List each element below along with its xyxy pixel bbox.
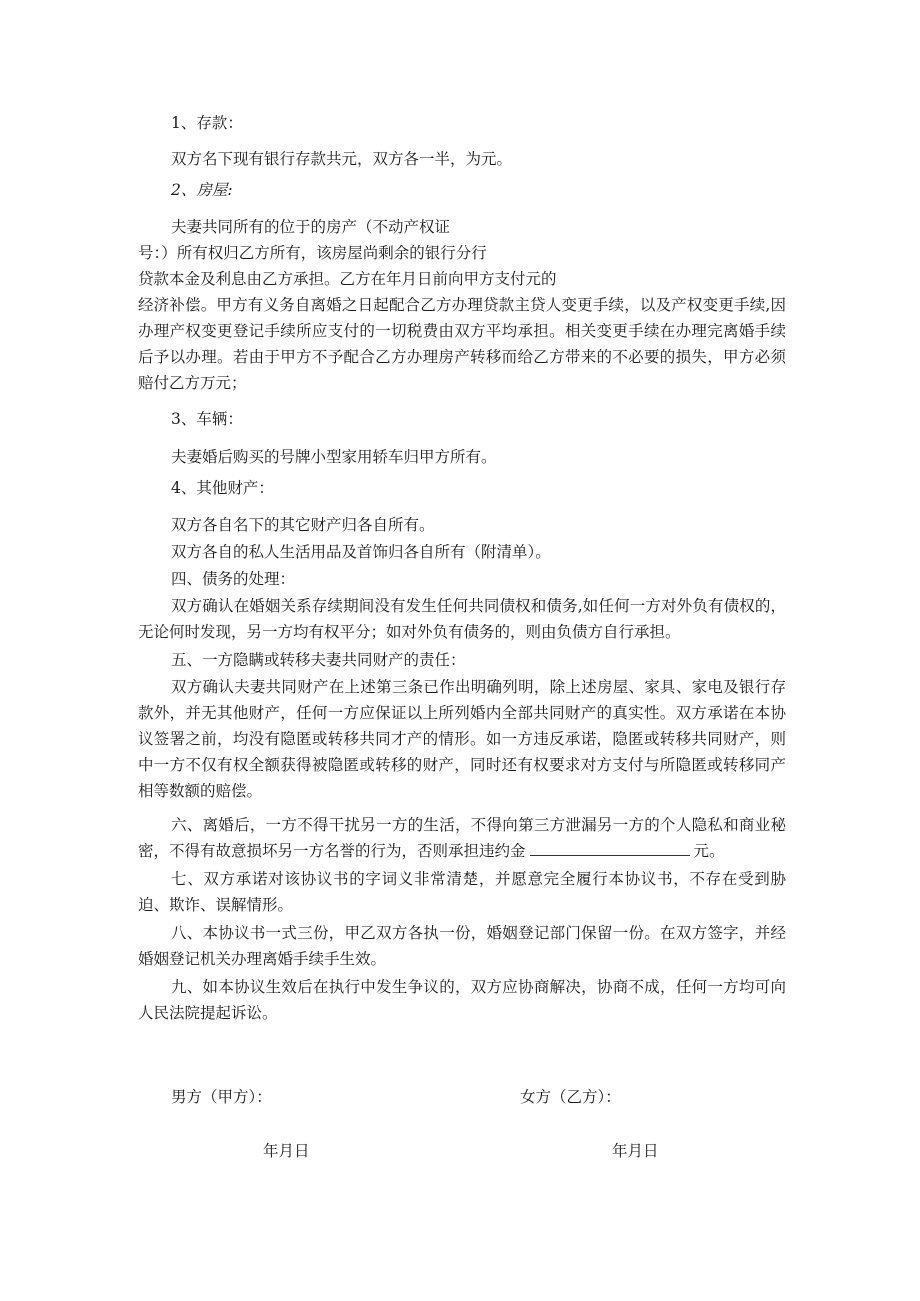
car-heading: 3、车辆： (171, 410, 243, 428)
house-line-3: 贷款本金及利息由乙方承担。乙方在年月日前向甲方支付元的 (138, 270, 557, 288)
section-nine-paragraph: 九、如本协议生效后在执行中发生争议的，双方应协商解决，协商不成，任何一方均可向人民法院提起诉讼。 (138, 978, 786, 1022)
female-party-label: 女方（乙方）： (520, 1088, 621, 1106)
concealment-paragraph: 双方确认夫妻共同财产在上述第三条已作出明确列明，除上述房屋、家具、家电及银行存款外，并无其他财产，任何一方应保证以上所列婚内全部共同财产的真实性。双方承诺在本协议签署之前，均没有隐匿或转移共同才产的情形。如一方违反承诺，隐匿或转移共同财产，则中一方不仅有权全额获得被隐匿或转移的财产，同时还有权要求对方支付与所隐匿或转移同产相等数额的赔偿。 (138, 678, 786, 800)
other-text-2: 双方各自的私人生活用品及首饰归各自所有（附清单）。 (171, 543, 551, 561)
section-eight-paragraph: 八、本协议书一式三份，甲乙双方各执一份，婚姻登记部门保留一份。在双方签字，并经婚姻登记机关办理离婚手续手生效。 (138, 924, 786, 968)
house-line-2: 号：）所有权归乙方所有，该房屋尚剩余的银行分行 (138, 244, 487, 262)
female-signature-date: 年月日 (612, 1142, 659, 1160)
house-heading: 2、房屋: (171, 181, 233, 199)
section-six-text: 六、离婚后，一方不得干扰另一方的生活，不得向第三方泄漏另一方的个人隐私和商业秘密，不得有故意损坏另一方名誉的行为，否则承担违约金 (138, 816, 786, 860)
deposit-text: 双方名下现有银行存款共元，双方各一半，为元。 (171, 150, 513, 168)
other-text-1: 双方各自名下的其它财产归各自所有。 (171, 516, 435, 534)
male-party-label: 男方（甲方）： (171, 1088, 272, 1106)
concealment-heading: 五、一方隐瞒或转移夫妻共同财产的责任： (171, 651, 466, 669)
house-line-1: 夫妻共同所有的位于的房产（不动产权证 (171, 218, 451, 236)
car-text: 夫妻婚后购买的号牌小型家用轿车归甲方所有。 (171, 448, 497, 466)
deposit-heading: 1、存款： (171, 114, 243, 132)
male-signature-date: 年月日 (263, 1142, 310, 1160)
section-six-unit: 元。 (693, 842, 725, 860)
debt-heading: 四、债务的处理： (171, 570, 296, 588)
penalty-amount-blank[interactable] (530, 840, 690, 856)
section-seven-paragraph: 七、双方承诺对该协议书的字词义非常清楚，并愿意完全履行本协议书，不存在受到胁迫、欺诈、误解情形。 (138, 870, 786, 914)
other-heading: 4、其他财产： (171, 479, 274, 497)
section-six-paragraph (138, 812, 786, 864)
debt-paragraph: 双方确认在婚姻关系存续期间没有发生任何共同债权和债务,如任何一方对外负有债权的，无论何时发现，另一方均有权平分；如对外负有债务的，则由负债方自行承担。 (138, 597, 786, 641)
house-paragraph: 经济补偿。甲方有义务自离婚之日起配合乙方办理贷款主贷人变更手续，以及产权变更手续,因办理产权变更登记手续所应支付的一切税费由双方平均承担。相关变更手续在办理完离婚手续后予以办理。若由于甲方不予配合乙方办理房产转移而给乙方带来的不必要的损失，甲方必须赔付乙方万元； (138, 296, 786, 392)
